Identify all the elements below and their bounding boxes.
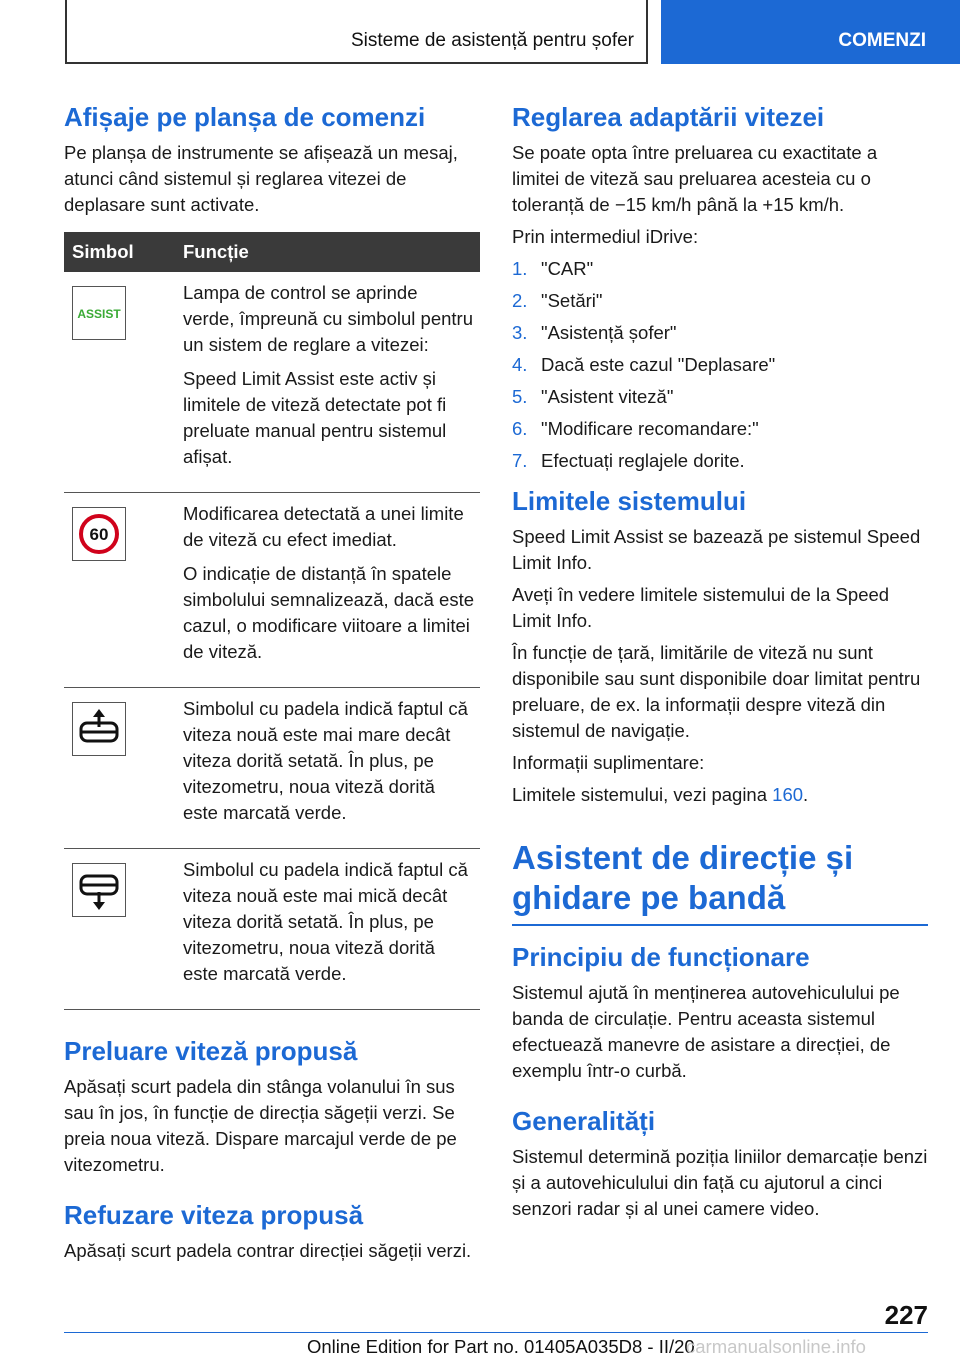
header-section-box (65, 0, 648, 64)
row-description: Lampa de control se aprinde verde, împreună cu simbolul pentru un sistem de reglare a vitezei: (183, 282, 473, 355)
speed-adaptation-text: Se poate opta între preluarea cu exactitate a limitei de viteză sau preluarea acesteia cu o toleranță de −15 km/h până la +15 km/h. (512, 142, 878, 215)
speed-limit-60-icon (72, 507, 126, 561)
header-chapter-tab[interactable] (661, 0, 960, 64)
heading-general: Generalități (512, 1106, 656, 1136)
chapter-title: COMENZI (838, 30, 926, 51)
speed-limit-text: 60 (89, 525, 109, 544)
row-description: Modificarea detectată a unei limite de viteză cu efect imediat. (183, 503, 464, 550)
table-row (64, 272, 480, 493)
row-description-extra: O indicație de distanță în spatele simbolului semnalizează, dacă este cazul, o modificare viitoare a limitei de viteză. (183, 563, 475, 662)
paddle-up-icon (72, 702, 126, 756)
assist-icon (72, 286, 126, 340)
table-header-row (64, 232, 480, 272)
heading-accept-speed: Preluare viteză propusă (64, 1036, 358, 1066)
heading-operating-principle: Principiu de funcționare (512, 942, 810, 972)
idrive-steps (512, 256, 928, 474)
row-description-extra: Speed Limit Assist este activ și limitele de viteză detectate pot fi preluate manual pentru sistemul afișat. (183, 368, 447, 467)
list-item: 1. "CAR" (512, 258, 594, 279)
page-number: 227 (884, 1300, 928, 1330)
symbol-table (64, 232, 480, 1010)
list-item: 4. Dacă este cazul "Deplasare" (512, 354, 776, 375)
list-item: 2. "Setări" (512, 290, 603, 311)
limits-text-2: Aveți în vedere limitele sistemului de la Speed Limit Info. (512, 584, 890, 631)
additional-info-label: Informații suplimentare: (512, 752, 705, 773)
page-link-160[interactable]: 160 (772, 784, 804, 805)
idrive-intro: Prin intermediul iDrive: (512, 226, 699, 247)
list-item: 5. "Asistent viteză" (512, 386, 674, 407)
right-column (512, 100, 928, 1228)
limits-reference: Limitele sistemului, vezi pagina 160. (512, 784, 809, 805)
list-item: 6. "Modificare recomandare:" (512, 418, 759, 439)
heading-system-limits: Limitele sistemului (512, 486, 747, 516)
column-header-symbol: Simbol (64, 232, 175, 272)
chapter-heading-steering-assistant: Asistent de direcție și ghidare pe bandă (512, 838, 928, 926)
general-text: Sistemul determină poziția liniilor demarcație benzi și a autovehiculului din față cu ajutorul a cinci senzori radar și al unei camere video. (512, 1146, 928, 1219)
edition-footer: Online Edition for Part no. 01405A035D8 - II/20 (307, 1336, 695, 1357)
heading-reject-speed: Refuzare viteza propusă (64, 1200, 364, 1230)
heading-speed-adaptation: Reglarea adaptării vitezei (512, 102, 825, 132)
list-item: 7. Efectuați reglajele dorite. (512, 450, 745, 471)
assist-icon-text: ASSIST (77, 307, 121, 321)
list-item: 3. "Asistență șofer" (512, 322, 677, 343)
row-description: Simbolul cu padela indică faptul că viteza nouă este mai mică decât viteza dorită setată. În plus, pe vitezometru, noua viteză dorită este marcată verde. (183, 859, 468, 984)
section-title: Sisteme de asistență pentru șofer (350, 30, 634, 51)
accept-speed-text: Apăsați scurt padela din stânga volanului în sus sau în jos, în funcție de direcția săgeții verzi. Se preia noua viteză. Dispare marcajul verde de pe vitezometru. (64, 1076, 457, 1175)
paddle-down-icon (72, 863, 126, 917)
table-row (64, 493, 480, 688)
row-description: Simbolul cu padela indică faptul că viteza nouă este mai mare decât viteza dorită setată. În plus, pe vitezometru, noua viteză dorită este marcată verde. (183, 698, 468, 823)
footer-rule (64, 1332, 928, 1333)
displays-intro: Pe planșa de instrumente se afișează un mesaj, atunci când sistemul și reglarea vitezei de deplasare sunt activate. (64, 142, 458, 215)
table-row (64, 849, 480, 1010)
table-row (64, 688, 480, 849)
column-header-function: Funcție (175, 232, 480, 272)
limits-text-1: Speed Limit Assist se bazează pe sistemul Speed Limit Info. (512, 526, 921, 573)
heading-displays: Afișaje pe planșa de comenzi (64, 102, 426, 132)
watermark: carmanualsonline.info (686, 1336, 866, 1357)
operating-principle-text: Sistemul ajută în menținerea autovehiculului pe banda de circulație. Pentru aceasta sistemul efectuează manevre de asistare a direcției, de exemplu într-o curbă. (512, 982, 900, 1081)
left-column (64, 100, 480, 1270)
limits-text-3: În funcție de țară, limitările de viteză nu sunt disponibile sau sunt disponibile doar limitat pentru preluare, de ex. la informații despre viteză din sistemul de navigație. (512, 642, 921, 741)
reject-speed-text: Apăsați scurt padela contrar direcției săgeții verzi. (64, 1240, 472, 1261)
